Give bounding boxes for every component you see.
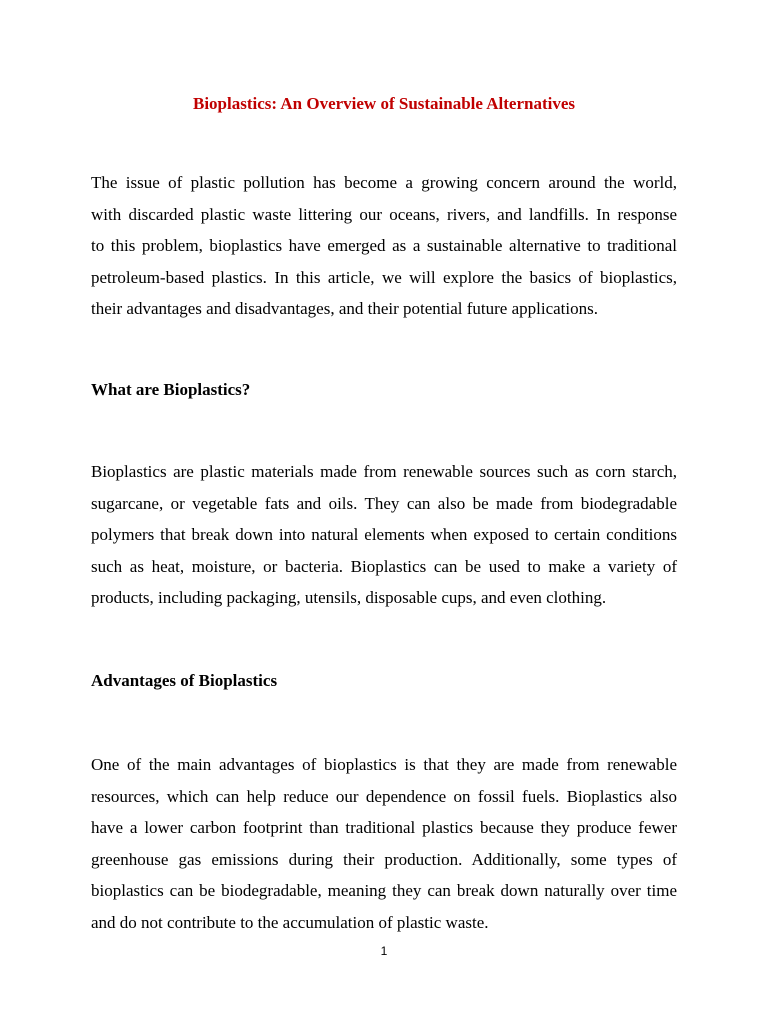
document-title: Bioplastics: An Overview of Sustainable Alternatives [192,94,576,113]
text-line: to this problem, bioplastics have emerged as a sustainable alternative to traditional [91,236,677,255]
text-line: resources, which can help reduce our dependence on fossil fuels. Bioplastics also [91,786,677,806]
text-line: Bioplastics are plastic materials made from renewable sources such as corn starch, [91,462,677,481]
text-line: and do not contribute to the accumulation of plastic waste. [91,912,489,932]
text-line: greenhouse gas emissions during their production. Additionally, some types of [91,849,677,869]
section-heading-advantages: Advantages of Bioplastics [91,671,278,690]
text-line: have a lower carbon footprint than traditional plastics because they produce fewer [91,818,677,837]
text-line: with discarded plastic waste littering our oceans, rivers, and landfills. In response [91,204,677,224]
text-line: polymers that break down into natural elements when exposed to certain conditions [91,525,677,544]
text-line: petroleum-based plastics. In this article, we will explore the basics of bioplastics, [91,267,677,287]
section-paragraph-advantages [91,749,677,938]
section-paragraph-what-are-bioplastics [91,456,677,614]
intro-paragraph [91,167,677,325]
text-line: products, including packaging, utensils, disposable cups, and even clothing. [91,588,607,607]
text-line: bioplastics can be biodegradable, meaning they can break down naturally over time [91,881,677,900]
text-line: such as heat, moisture, or bacteria. Bioplastics can be used to make a variety of [91,556,677,576]
text-line: The issue of plastic pollution has become a growing concern around the world, [91,173,677,192]
text-line: their advantages and disadvantages, and their potential future applications. [91,299,598,318]
section-heading-what-are-bioplastics: What are Bioplastics? [91,380,251,399]
page-number: 1 [380,944,388,958]
text-line: One of the main advantages of bioplastics is that they are made from renewable [91,755,677,774]
text-line: sugarcane, or vegetable fats and oils. They can also be made from biodegradable [91,493,677,513]
